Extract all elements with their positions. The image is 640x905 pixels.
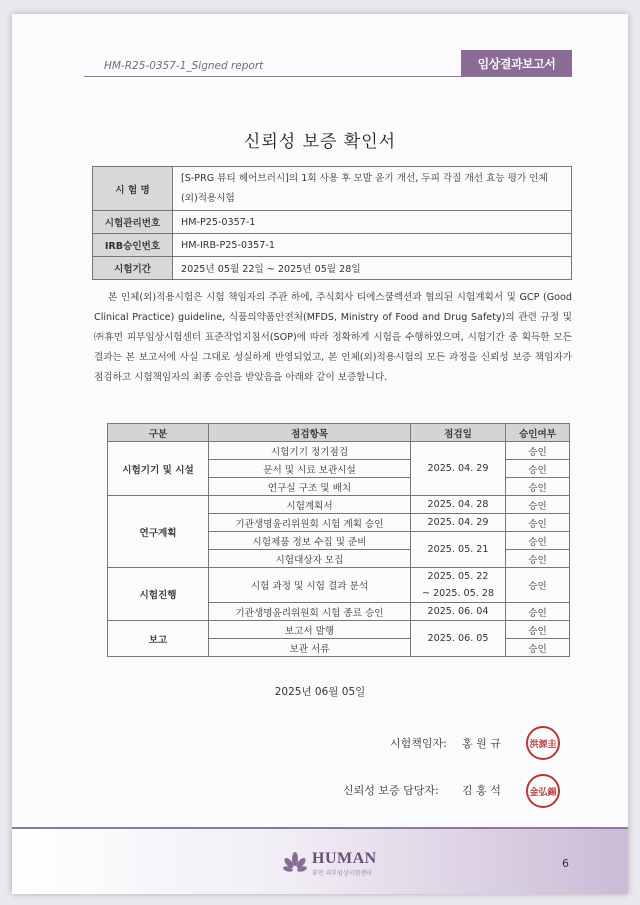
item-cell: 연구실 구조 및 배치 [209, 478, 411, 496]
approval-cell: 승인 [506, 568, 570, 603]
category-cell: 보고 [108, 621, 209, 657]
date-cell: 2025. 04. 29 [411, 442, 506, 496]
date-start: 2025. 05. 22 [427, 571, 489, 582]
item-cell: 기관생명윤리위원회 시험 종료 승인 [209, 603, 411, 621]
approval-cell: 승인 [506, 514, 570, 532]
col-header-approval: 승인여부 [506, 424, 570, 442]
date-cell: 2025. 06. 04 [411, 603, 506, 621]
info-value: 2025년 05월 22일 ~ 2025년 05월 28일 [173, 257, 572, 280]
item-cell: 보고서 발행 [209, 621, 411, 639]
date-cell: 2025. 06. 05 [411, 621, 506, 657]
item-cell: 시험계획서 [209, 496, 411, 514]
info-label: IRB승인번호 [93, 234, 173, 257]
signature-name: 홍 원 규 [462, 737, 501, 750]
approval-cell: 승인 [506, 639, 570, 657]
date-cell: 2025. 04. 29 [411, 514, 506, 532]
date-range-cell [411, 568, 506, 603]
approval-cell: 승인 [506, 478, 570, 496]
seal-stamp-icon: 金弘錫 [526, 774, 560, 808]
inspection-table [107, 423, 570, 657]
approval-cell: 승인 [506, 603, 570, 621]
signature-name: 김 홍 석 [462, 784, 501, 797]
item-cell: 시험제품 정보 수집 및 준비 [209, 532, 411, 550]
table-row [108, 621, 570, 639]
approval-cell: 승인 [506, 460, 570, 478]
table-header-row [108, 424, 570, 442]
item-cell: 문서 및 시료 보관시설 [209, 460, 411, 478]
info-row [93, 257, 572, 280]
col-header-category: 구분 [108, 424, 209, 442]
assurance-statement: 본 인체(외)적용시험은 시험 책임자의 주관 하에, 주식회사 티에스쿨렉션과 협의된 시험계획서 및 GCP (Good Clinical Practice) guideline, 식품의약품안전처(MFDS, Ministry of Food and Drug Safety)의 관련 규정 및 ㈜휴먼 피부임상시험센터 표준작업지침서(SOP)에 따라 정확하게 시험을 수행하였으며, 시험기간 중 획득한 모든 결과는 본 보고서에 사실 그대로 성실하게 반영되었고, 본 인체(외)적용시험의 모든 과정을 신뢰성 보증 책임자가 점검하고 시험책임자의 최종 승인을 받았음을 아래와 같이 보증합니다. [94, 292, 573, 383]
col-header-date: 점검일 [411, 424, 506, 442]
logo-subtitle: 휴먼 피부임상시험센터 [312, 870, 372, 877]
table-row [108, 442, 570, 460]
logo-name: HUMAN [312, 850, 377, 867]
issue-date: 2025년 06월 05일 [274, 686, 366, 698]
approval-cell: 승인 [506, 550, 570, 568]
document-page [12, 14, 628, 894]
approval-cell: 승인 [506, 442, 570, 460]
report-reference: HM-R25-0357-1_Signed report [104, 60, 264, 72]
info-value: HM-P25-0357-1 [173, 211, 572, 234]
item-cell: 시험 과정 및 시험 결과 분석 [209, 568, 411, 603]
approval-cell: 승인 [506, 532, 570, 550]
header-divider [84, 76, 572, 77]
info-row [93, 167, 572, 211]
info-row [93, 211, 572, 234]
item-cell: 시험기기 정기점검 [209, 442, 411, 460]
table-row [108, 568, 570, 603]
info-value: [S-PRG 뷰티 헤어브러시]의 1회 사용 후 모발 윤기 개선, 두피 각질 개선 효능 평가 인체(외)적용시험 [173, 167, 572, 211]
table-row [108, 496, 570, 514]
page-number: 6 [562, 857, 569, 870]
lotus-logo-icon [282, 851, 308, 877]
signature-role: 시험책임자: [390, 737, 447, 750]
info-label: 시험기간 [93, 257, 173, 280]
study-info-table [92, 166, 572, 280]
date-cell: 2025. 04. 28 [411, 496, 506, 514]
company-logo [282, 850, 377, 877]
date-cell: 2025. 05. 21 [411, 532, 506, 568]
seal-stamp-icon: 洪源圭 [526, 726, 560, 760]
report-type-badge: 임상결과보고서 [461, 50, 572, 76]
category-cell: 연구계획 [108, 496, 209, 568]
info-value: HM-IRB-P25-0357-1 [173, 234, 572, 257]
info-row [93, 234, 572, 257]
page-title: 신뢰성 보증 확인서 [243, 132, 397, 152]
info-label: 시험관리번호 [93, 211, 173, 234]
item-cell: 시험대상자 모집 [209, 550, 411, 568]
approval-cell: 승인 [506, 496, 570, 514]
category-cell: 시험기기 및 시설 [108, 442, 209, 496]
date-end: ~ 2025. 05. 28 [421, 588, 495, 599]
col-header-item: 점검항목 [209, 424, 411, 442]
approval-cell: 승인 [506, 621, 570, 639]
item-cell: 기관생명윤리위원회 시험 계획 승인 [209, 514, 411, 532]
item-cell: 보관 서류 [209, 639, 411, 657]
category-cell: 시험진행 [108, 568, 209, 621]
signature-role: 신뢰성 보증 담당자: [343, 784, 439, 797]
info-label: 시 험 명 [93, 167, 173, 211]
